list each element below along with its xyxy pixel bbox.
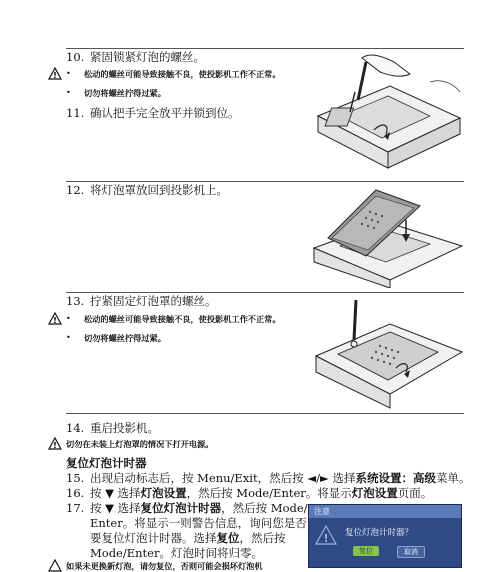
warning-icon: [48, 437, 62, 450]
step-12: 12. 将灯泡罩放回到投影机上。: [66, 183, 228, 197]
bullet: •: [66, 69, 71, 78]
svg-text:!: !: [323, 532, 329, 545]
section-title: 复位灯泡计时器: [66, 456, 147, 470]
note-bottom: 如果未更换新灯泡，请勿复位，否则可能会损坏灯泡机: [66, 561, 263, 571]
note-loose-screw: 松动的螺丝可能导致接触不良，使投影机工作不正常。: [84, 69, 281, 79]
reset-dialog: [308, 504, 462, 568]
step-14: 14. 重启投影机。: [66, 421, 159, 435]
step-17-line-2: Enter。将显示一则警告信息，询问您是否: [90, 516, 307, 530]
svg-text:!: !: [53, 441, 57, 450]
illustration-cover-screw: [310, 296, 466, 410]
warning-icon: [48, 312, 62, 325]
note-loose-screw-2: 松动的螺丝可能导致接触不良，使投影机工作不正常。: [84, 314, 281, 324]
step-15: 15. 出现启动标志后，按 Menu/Exit，然后按 ◄/► 选择系统设置：高级菜单。: [66, 471, 471, 485]
illustration-lamp-screw: [310, 52, 466, 176]
step-17-line-4: Mode/Enter。灯泡时间将归零。: [90, 546, 263, 560]
svg-text:!: !: [53, 316, 57, 325]
dialog-header: 注意: [309, 505, 461, 518]
bullet: •: [66, 88, 71, 97]
note-no-overtighten-2: 切勿将螺丝拧得过紧。: [84, 333, 166, 343]
illustration-lamp-cover: [310, 188, 466, 288]
divider: [66, 181, 464, 182]
dialog-message: 复位灯泡计时器？: [345, 528, 414, 538]
divider: [66, 48, 464, 49]
cancel-button[interactable]: 取消: [397, 546, 425, 558]
divider: [66, 292, 464, 293]
step-17: 17. 按 ▼ 选择复位灯泡计时器，然后按 Mode/: [66, 501, 308, 515]
step-16: 16. 按 ▼ 选择灯泡设置，然后按 Mode/Enter。将显示灯泡设置页面。: [66, 486, 433, 500]
bullet: •: [66, 314, 71, 323]
step-17-line-3: 要复位灯泡计时器。选择复位，然后按: [90, 531, 286, 545]
bullet: •: [66, 333, 71, 342]
note-no-power: 切勿在未装上灯泡罩的情况下打开电源。: [66, 439, 214, 449]
step-11: 11. 确认把手完全放平并锁到位。: [66, 106, 240, 120]
reset-button[interactable]: 复位: [353, 546, 379, 556]
note-no-overtighten: 切勿将螺丝拧得过紧。: [84, 88, 166, 98]
warning-icon: [48, 67, 62, 80]
step-10: 10. 紧固锁紧灯泡的螺丝。: [66, 50, 205, 64]
svg-text:!: !: [53, 71, 57, 80]
warning-icon: [315, 525, 337, 545]
step-13: 13. 拧紧固定灯泡罩的螺丝。: [66, 294, 217, 308]
divider: [66, 413, 464, 414]
